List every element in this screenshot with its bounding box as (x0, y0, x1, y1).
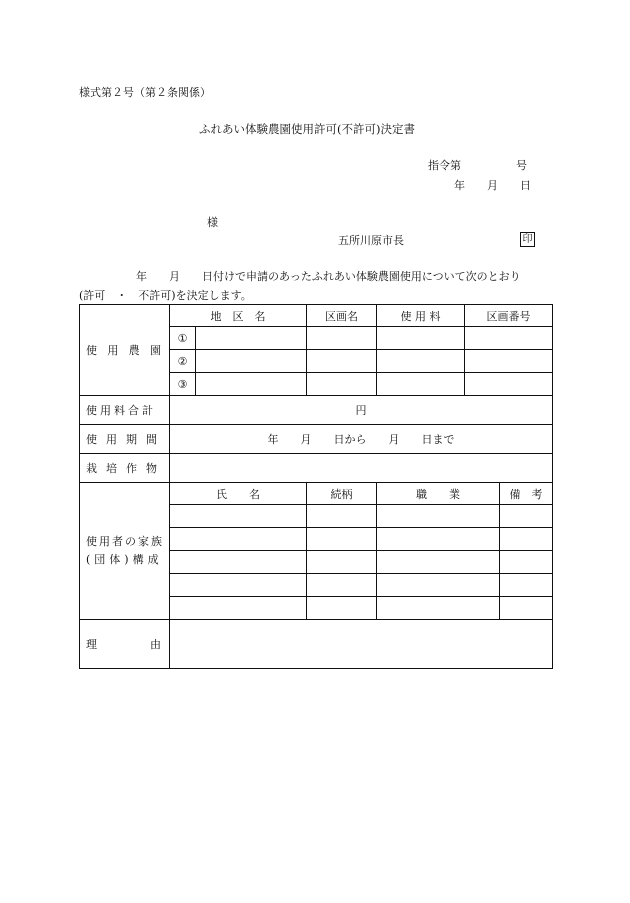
member-name-field[interactable] (170, 551, 307, 574)
issuer-name: 五所川原市長 (338, 234, 404, 247)
family-label-line-1: 使用者の家族 (86, 535, 164, 548)
order-number: 指令第 号 (428, 159, 527, 172)
farm-label-char: 使 (86, 344, 97, 357)
crops-label: 栽培作物 (80, 454, 170, 483)
header-remarks: 備 考 (500, 483, 553, 505)
member-occupation-field[interactable] (377, 597, 500, 620)
document-title: ふれあい体験農園使用許可(不許可)決定書 (199, 122, 415, 136)
member-name-field[interactable] (170, 505, 307, 528)
farm-label-char: 用 (107, 344, 119, 357)
member-occupation-field[interactable] (377, 528, 500, 551)
member-relation-field[interactable] (307, 505, 377, 528)
reason-label-right: 由 (150, 638, 161, 651)
district-field[interactable] (196, 350, 307, 373)
plot-number-field[interactable] (465, 327, 553, 350)
district-field[interactable] (196, 327, 307, 350)
reason-label (80, 636, 169, 652)
plot-number-field[interactable] (465, 373, 553, 396)
member-name-field[interactable] (170, 574, 307, 597)
family-label-cell (80, 483, 170, 620)
reason-field[interactable] (170, 620, 553, 669)
body-line-1: 年 月 日付けで申請のあったふれあい体験農園使用について次のとおり (136, 270, 521, 283)
period-field[interactable] (170, 425, 553, 454)
member-name-field[interactable] (170, 528, 307, 551)
member-occupation-field[interactable] (377, 551, 500, 574)
addressee-suffix: 様 (207, 216, 218, 229)
fee-field[interactable] (377, 350, 465, 373)
plot-number-field[interactable] (465, 350, 553, 373)
member-remarks-field[interactable] (500, 551, 553, 574)
header-fee: 使 用 料 (377, 305, 465, 327)
plot-name-field[interactable] (307, 327, 377, 350)
header-plot-name: 区画名 (307, 305, 377, 327)
period-label: 使用期間 (80, 425, 170, 454)
member-remarks-field[interactable] (500, 505, 553, 528)
fee-field[interactable] (377, 327, 465, 350)
crops-field[interactable] (170, 454, 553, 483)
form-number: 様式第２号（第２条関係） (79, 86, 211, 99)
seal-mark: 印 (520, 232, 535, 247)
member-occupation-field[interactable] (377, 505, 500, 528)
member-remarks-field[interactable] (500, 574, 553, 597)
member-remarks-field[interactable] (500, 597, 553, 620)
fee-total-label: 使用料合計 (80, 396, 170, 425)
fee-unit: 円 (355, 404, 367, 417)
member-occupation-field[interactable] (377, 574, 500, 597)
header-relation: 続柄 (307, 483, 377, 505)
fee-field[interactable] (377, 373, 465, 396)
plot-name-field[interactable] (307, 350, 377, 373)
reason-label-cell (80, 620, 170, 669)
farm-label-cell (80, 305, 170, 396)
member-relation-field[interactable] (307, 528, 377, 551)
header-district: 地 区 名 (170, 305, 307, 327)
farm-label-char: 農 (128, 344, 140, 357)
member-relation-field[interactable] (307, 551, 377, 574)
family-label-line-2: (団体)構成 (86, 553, 163, 566)
header-occupation: 職 業 (377, 483, 500, 505)
fee-total-field[interactable] (170, 396, 553, 425)
farm-label-char: 園 (149, 344, 161, 357)
plot-name-field[interactable] (307, 373, 377, 396)
district-field[interactable] (196, 373, 307, 396)
issue-date: 年 月 日 (454, 179, 531, 192)
farm-row-marker: ① (170, 327, 196, 350)
body-line-2: (許可 ・ 不許可)を決定します。 (79, 289, 252, 302)
farm-row-marker: ③ (170, 373, 196, 396)
member-name-field[interactable] (170, 597, 307, 620)
member-relation-field[interactable] (307, 574, 377, 597)
member-relation-field[interactable] (307, 597, 377, 620)
period-text: 年 月 日から 月 日まで (267, 433, 455, 446)
member-remarks-field[interactable] (500, 528, 553, 551)
header-name: 氏 名 (170, 483, 307, 505)
farm-label (80, 342, 169, 358)
farm-row-marker: ② (170, 350, 196, 373)
header-plot-number: 区画番号 (465, 305, 553, 327)
reason-label-left: 理 (86, 638, 97, 651)
decision-table (79, 304, 553, 669)
